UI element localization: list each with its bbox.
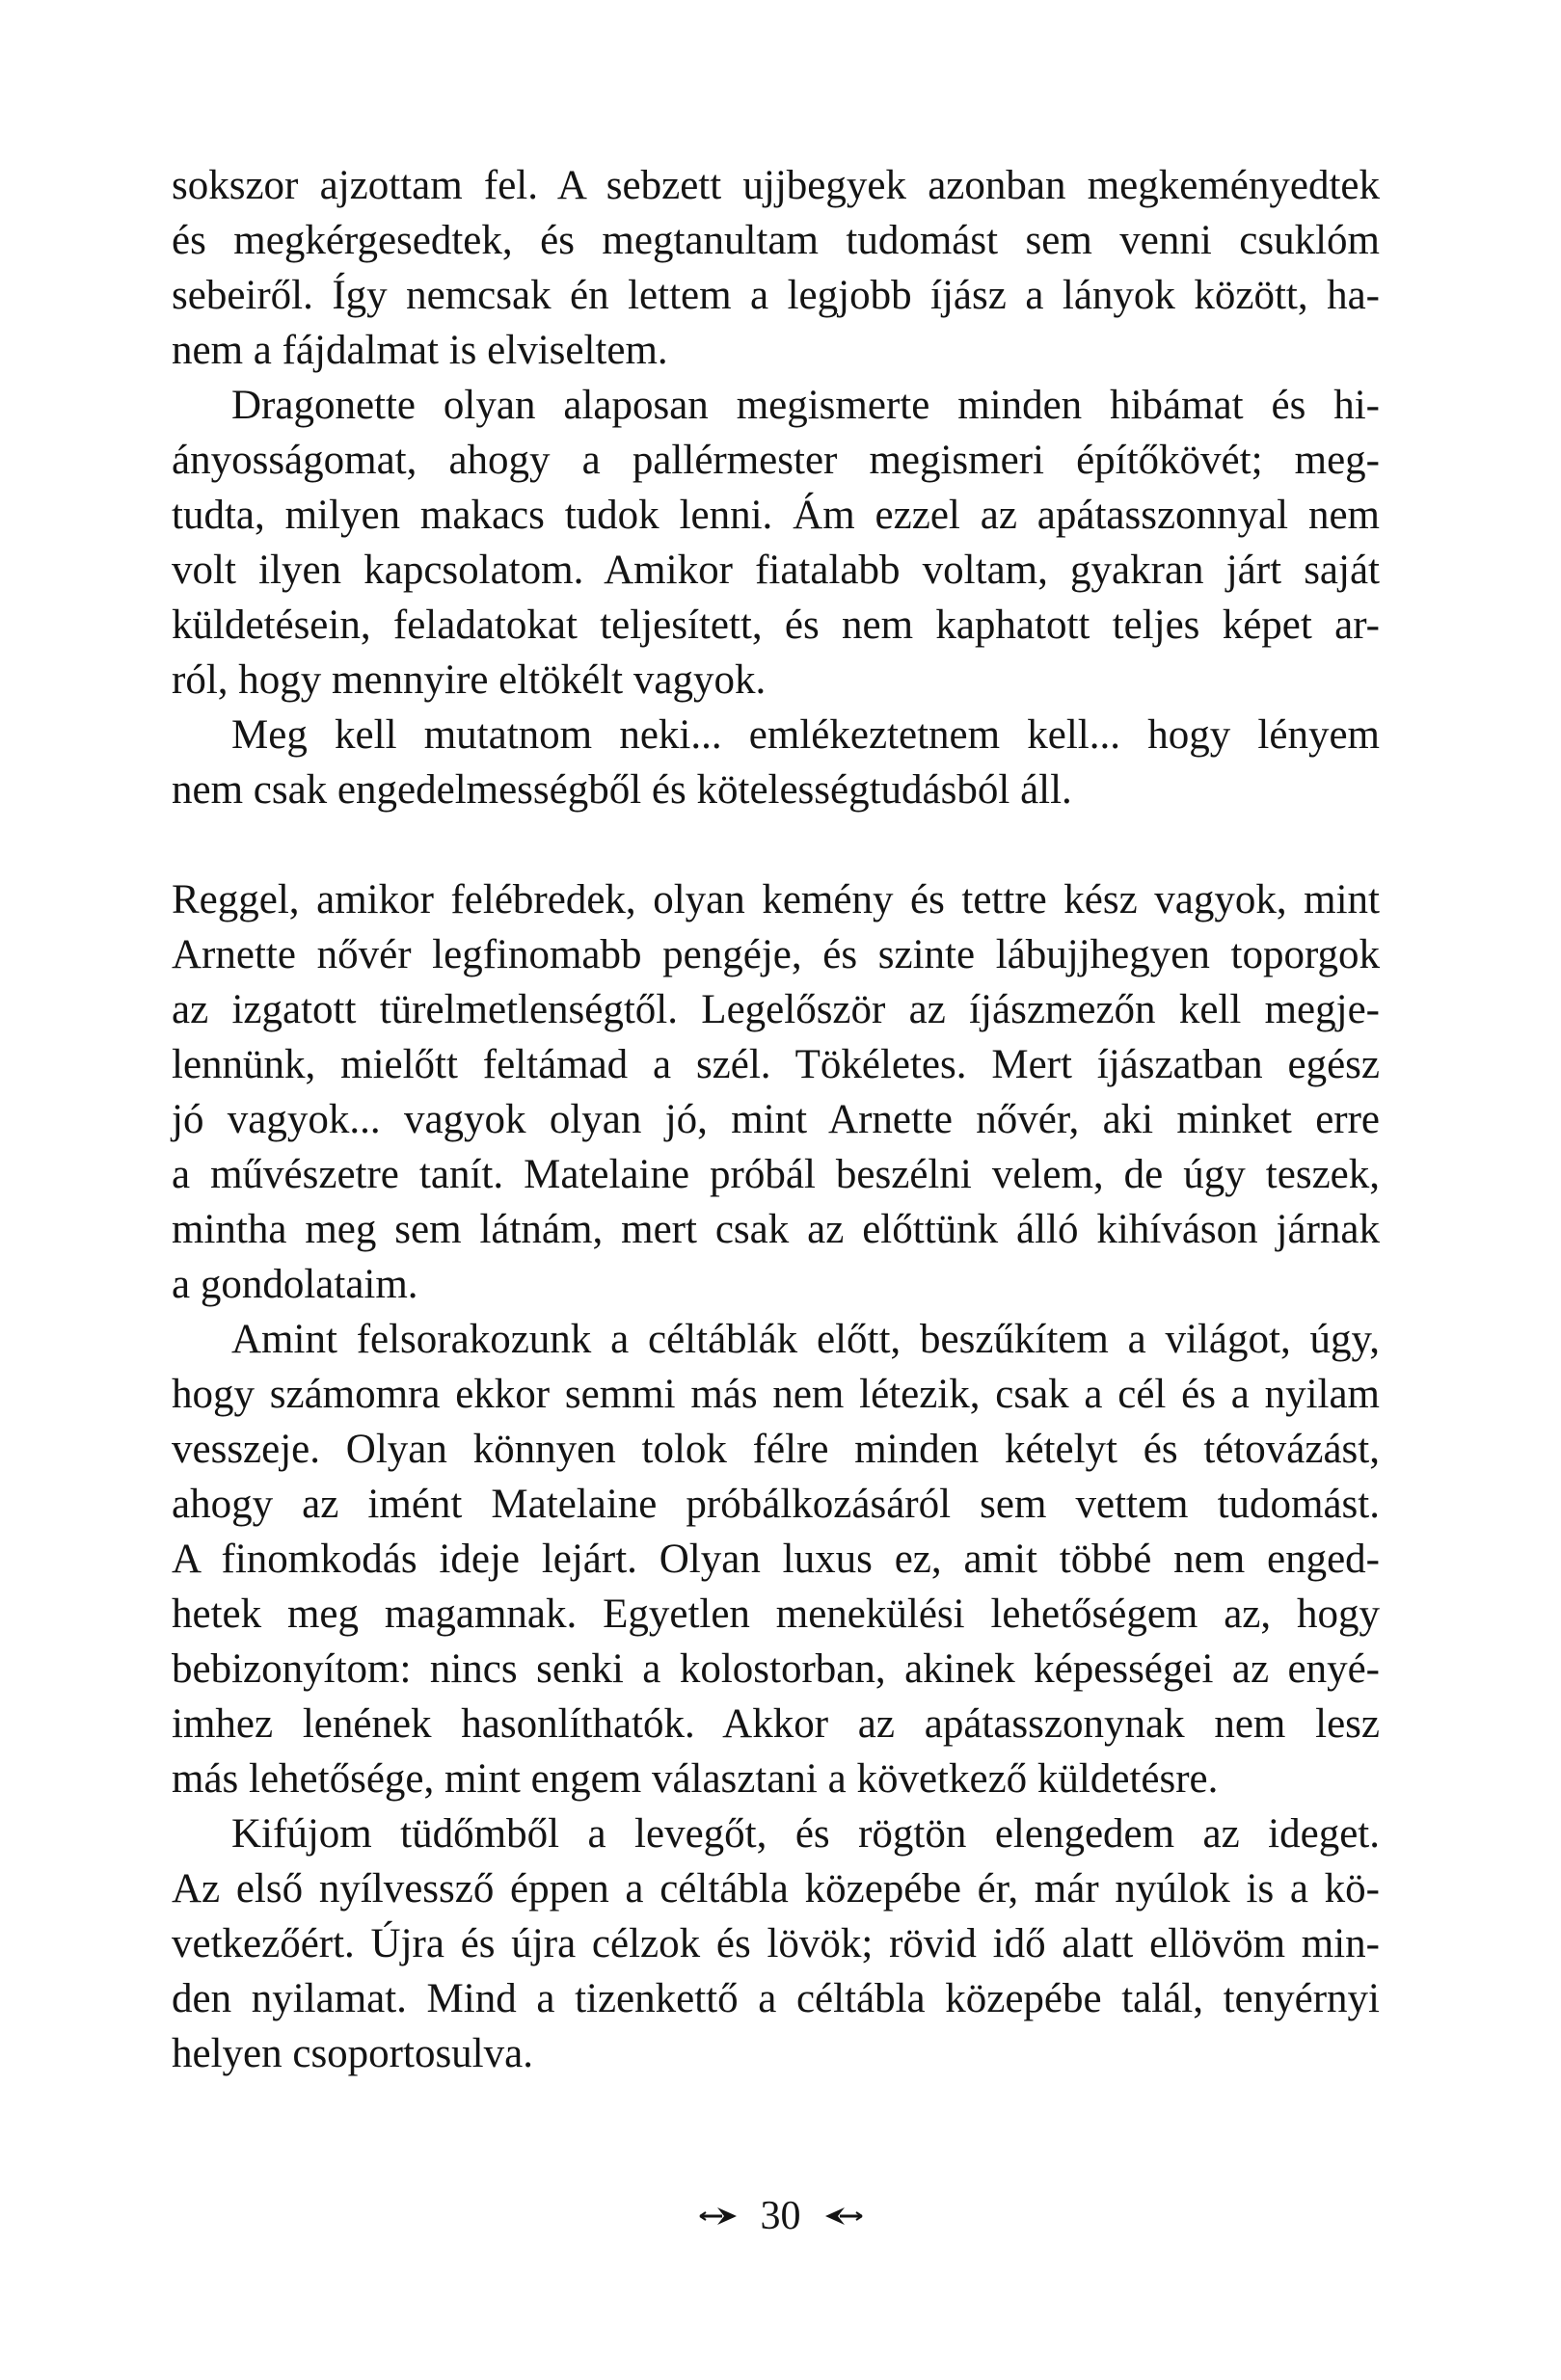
text-line: ról, hogy mennyire eltökélt vagyok. bbox=[172, 657, 767, 703]
text-line: nem csak engedelmességből és kötelességtudásból áll. bbox=[172, 767, 1072, 813]
text-line: mintha meg sem látnám, mert csak az előttünk álló kihíváson járnak bbox=[172, 1207, 1380, 1252]
text-line: és megkérgesedtek, és megtanultam tudomást sem venni csuklóm bbox=[172, 218, 1380, 263]
text-line: Az első nyílvessző éppen a céltábla közepébe ér, már nyúlok is a kö- bbox=[172, 1866, 1380, 1912]
text-line: a gondolataim. bbox=[172, 1262, 418, 1307]
text-line: Dragonette olyan alaposan megismerte minden hibámat és hi- bbox=[231, 383, 1380, 428]
text-line: ahogy az imént Matelaine próbálkozásáról sem vettem tudomást. bbox=[172, 1482, 1380, 1527]
paragraph bbox=[172, 1312, 1380, 1806]
text-line: den nyilamat. Mind a tizenkettő a céltábla közepébe talál, tenyérnyi bbox=[172, 1976, 1380, 2021]
text-line: lennünk, mielőtt feltámad a szél. Tökéletes. Mert íjászatban egész bbox=[172, 1042, 1380, 1087]
text-line: a művészetre tanít. Matelaine próbál beszélni velem, de úgy teszek, bbox=[172, 1152, 1380, 1197]
text-line: az izgatott türelmetlenségtől. Legelőször az íjászmezőn kell megje- bbox=[172, 987, 1380, 1032]
text-line: más lehetősége, mint engem választani a következő küldetésre. bbox=[172, 1756, 1219, 1802]
arrow-right-icon bbox=[699, 2205, 738, 2228]
text-line: Meg kell mutatnom neki... emlékeztetnem kell... hogy lényem bbox=[231, 712, 1380, 758]
text-line: volt ilyen kapcsolatom. Amikor fiatalabb voltam, gyakran járt saját bbox=[172, 548, 1380, 593]
text-line: bebizonyítom: nincs senki a kolostorban, akinek képességei az enyé- bbox=[172, 1646, 1380, 1692]
text-line: ányosságomat, ahogy a pallérmester megismeri építőkövét; meg- bbox=[172, 438, 1380, 483]
paragraph bbox=[172, 872, 1380, 1312]
text-block bbox=[172, 158, 1380, 2081]
paragraph bbox=[172, 378, 1380, 708]
text-line: nem a fájdalmat is elviseltem. bbox=[172, 328, 668, 373]
text-line: hogy számomra ekkor semmi más nem létezik, csak a cél és a nyilam bbox=[172, 1372, 1380, 1417]
text-line: Arnette nővér legfinomabb pengéje, és szinte lábujjhegyen toporgok bbox=[172, 932, 1380, 977]
text-line: tudta, milyen makacs tudok lenni. Ám ezzel az apátasszonnyal nem bbox=[172, 493, 1380, 538]
paragraph bbox=[172, 708, 1380, 817]
text-line: Amint felsorakozunk a céltáblák előtt, beszűkítem a világot, úgy, bbox=[231, 1317, 1380, 1362]
text-line: A finomkodás ideje lejárt. Olyan luxus ez, amit többé nem enged- bbox=[172, 1537, 1380, 1582]
text-line: jó vagyok... vagyok olyan jó, mint Arnette nővér, aki minket erre bbox=[172, 1097, 1380, 1142]
text-line: küldetésein, feladatokat teljesített, és nem kaphatott teljes képet ar- bbox=[172, 602, 1380, 648]
text-line: imhez lenének hasonlíthatók. Akkor az apátasszonynak nem lesz bbox=[172, 1701, 1380, 1747]
page-footer bbox=[0, 2196, 1561, 2236]
text-line: sokszor ajzottam fel. A sebzett ujjbegyek azonban megkeményedtek bbox=[172, 163, 1380, 208]
paragraph bbox=[172, 158, 1380, 378]
text-line: helyen csoportosulva. bbox=[172, 2031, 533, 2076]
text-line: vesszeje. Olyan könnyen tolok félre minden kételyt és tétovázást, bbox=[172, 1427, 1380, 1472]
text-line: vetkezőért. Újra és újra célzok és lövök; rövid idő alatt ellövöm min- bbox=[172, 1921, 1380, 1966]
text-line: hetek meg magamnak. Egyetlen menekülési lehetőségem az, hogy bbox=[172, 1591, 1380, 1637]
text-line: Kifújom tüdőmből a levegőt, és rögtön elengedem az ideget. bbox=[231, 1811, 1380, 1857]
paragraph bbox=[172, 1806, 1380, 2081]
page-number: 30 bbox=[760, 2194, 801, 2238]
arrow-left-icon bbox=[824, 2205, 863, 2228]
text-line: sebeiről. Így nemcsak én lettem a legjobb íjász a lányok között, ha- bbox=[172, 273, 1380, 318]
text-line: Reggel, amikor felébredek, olyan kemény és tettre kész vagyok, mint bbox=[172, 877, 1380, 923]
